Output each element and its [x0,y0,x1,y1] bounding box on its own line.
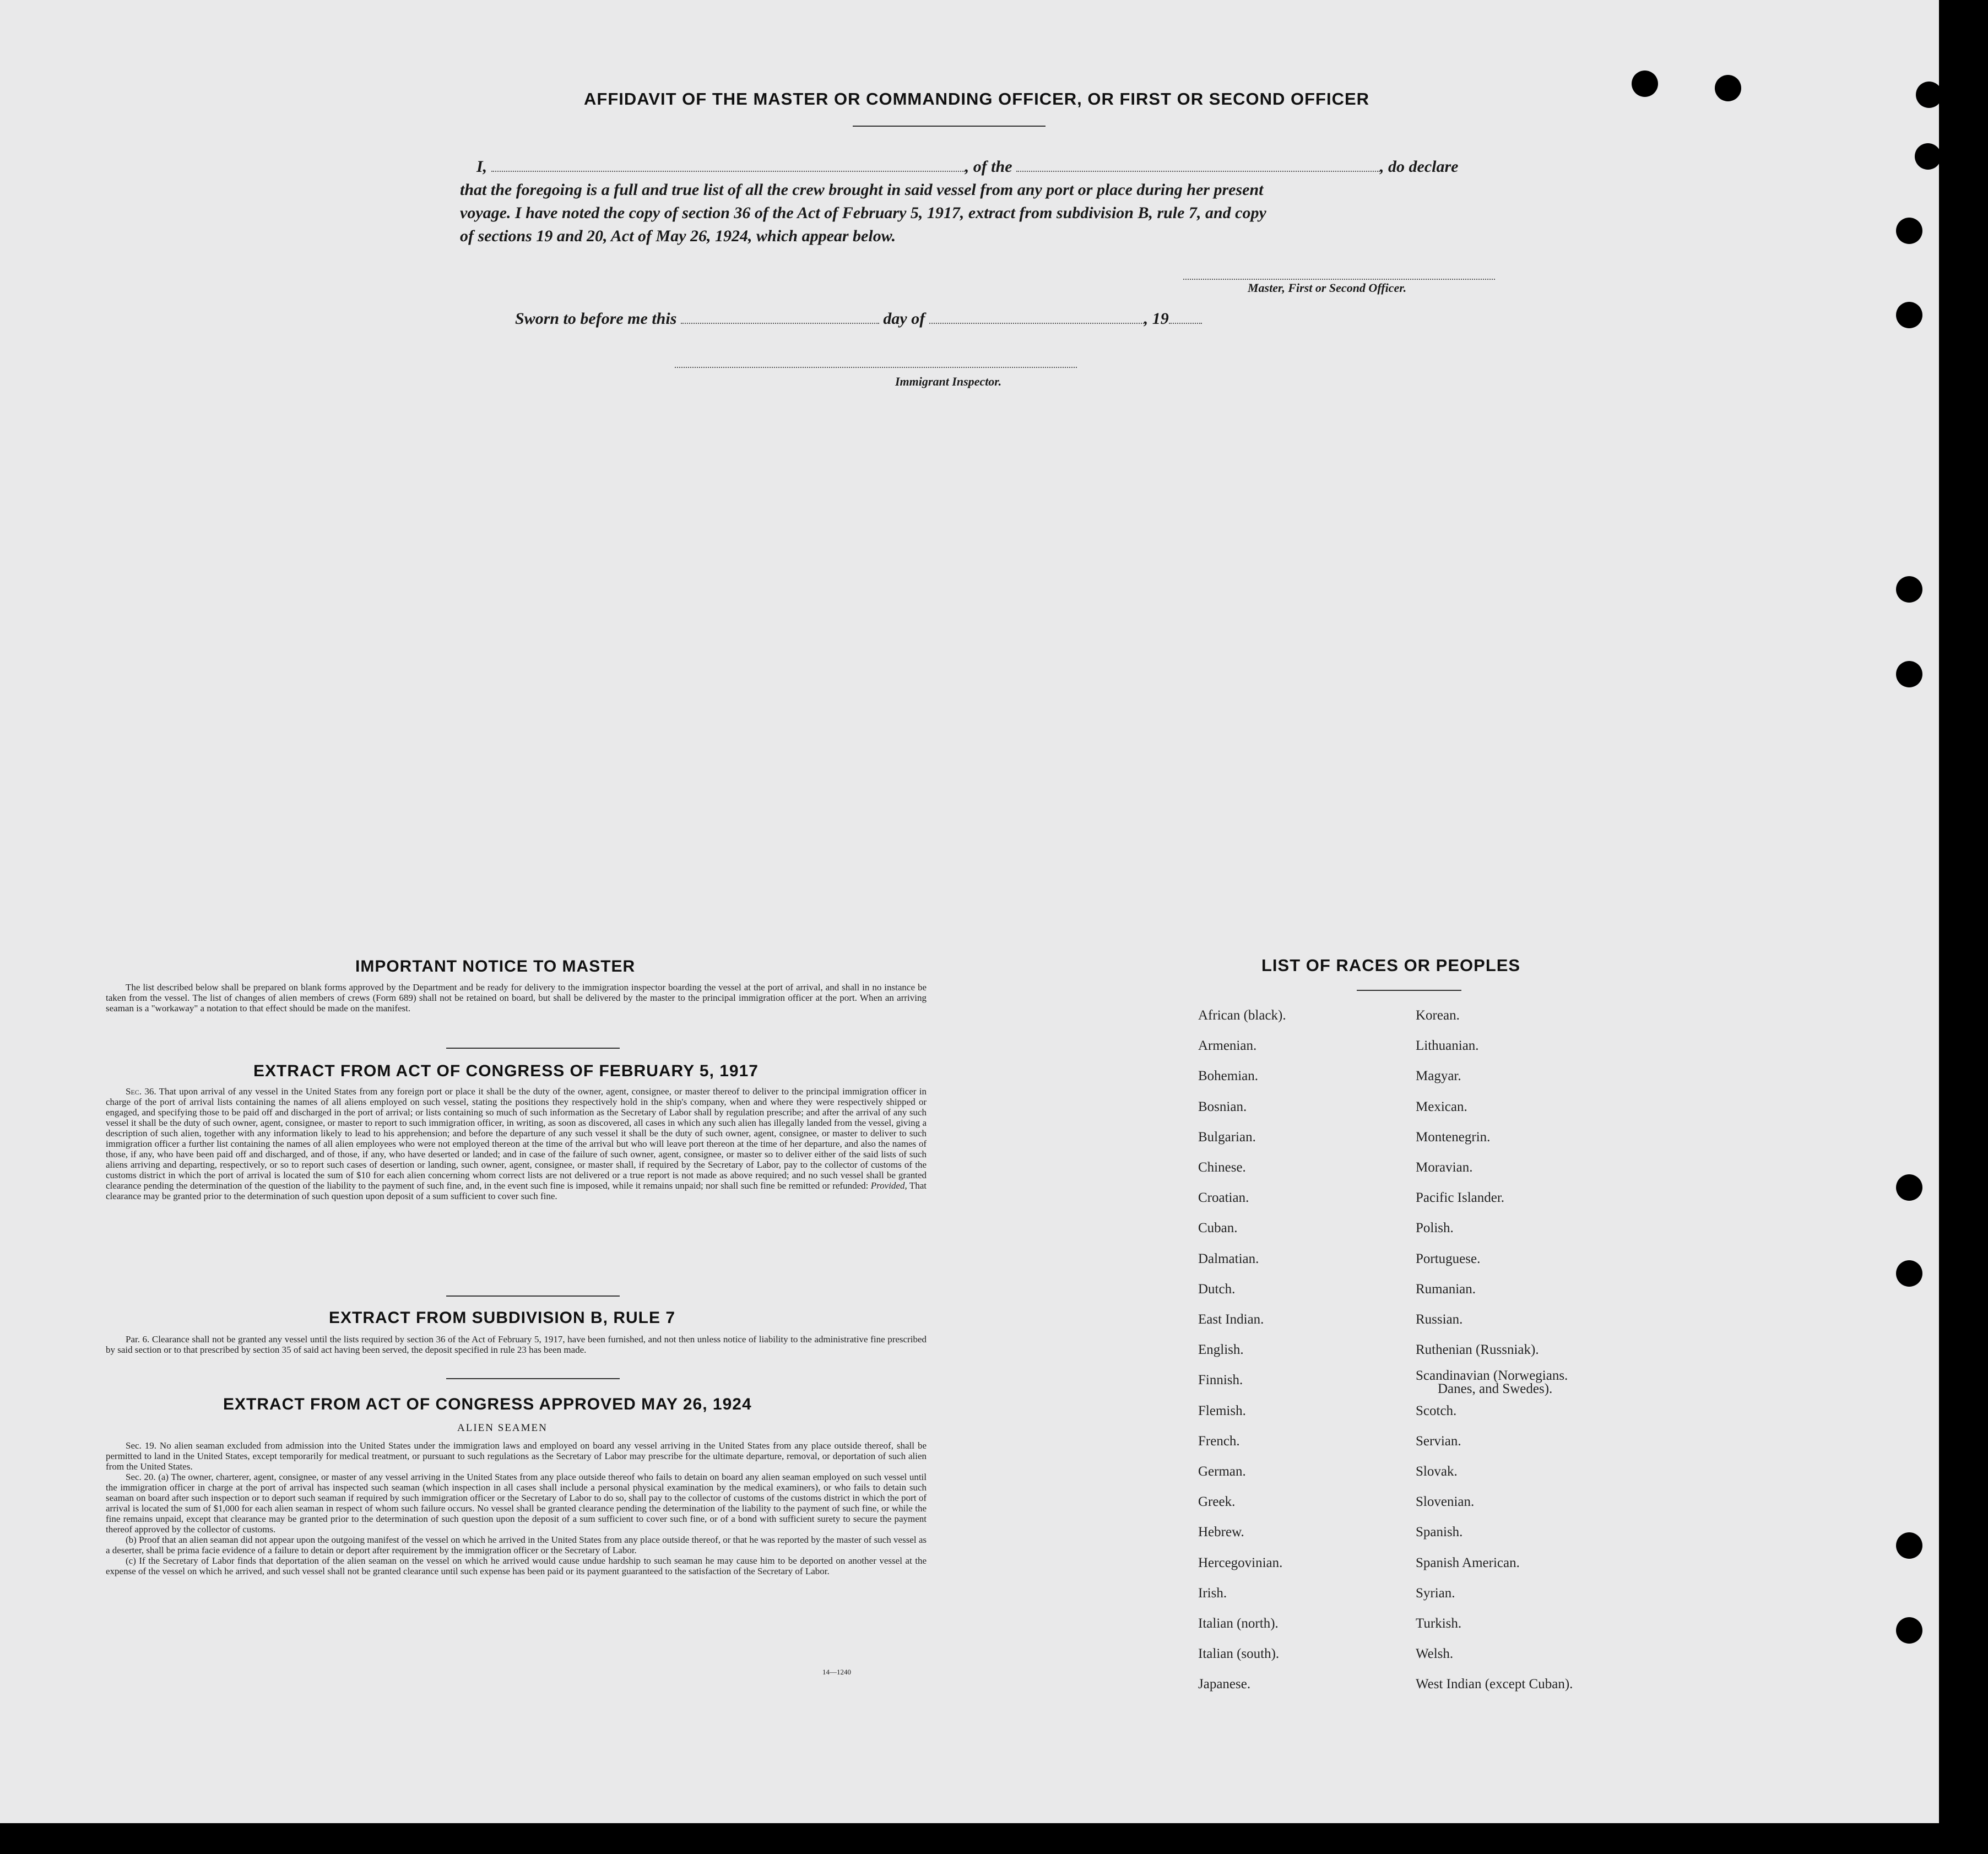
race-item: English. [1198,1342,1244,1357]
form-number: 14—1240 [822,1668,851,1676]
punch-hole [1896,218,1922,244]
affidavit-line-4: of sections 19 and 20, Act of May 26, 1924, which appear below. [460,227,896,245]
notice-title: IMPORTANT NOTICE TO MASTER [355,957,636,975]
sec-20b-text: (b) Proof that an alien seaman did not appear upon the outgoing manifest of the vessel on which he arrived in the United States from any place outside thereof, or that he was reported by the master of such vessel as a deserter, shall be prima facie evidence of a failure to detain or deport after requirement by the immigration officer or the Secretary of Labor. [106,1535,927,1555]
inspector-label: Immigrant Inspector. [895,375,1002,388]
sworn-year-field[interactable] [1169,308,1202,324]
race-item: Croatian. [1198,1190,1249,1205]
day-of-label: day of [883,310,925,328]
punch-hole [1896,1260,1922,1287]
race-item: Irish. [1198,1586,1227,1601]
race-item: Bulgarian. [1198,1130,1256,1145]
affidavit-line-3: voyage. I have noted the copy of section 36 of the Act of February 5, 1917, extract from subdivision B, rule 7, and copy [460,204,1266,222]
punch-hole [1896,576,1922,603]
race-item: Spanish. [1416,1525,1463,1539]
race-item: Rumanian. [1416,1282,1476,1297]
race-item: Dutch. [1198,1282,1236,1297]
race-item: Scandinavian (Norwegians. [1416,1368,1568,1383]
race-item: Flemish. [1198,1403,1246,1418]
master-signature-field[interactable] [1183,264,1495,280]
race-item: German. [1198,1464,1246,1479]
race-item: Turkish. [1416,1616,1462,1631]
race-item: Welsh. [1416,1646,1454,1661]
punch-hole [1632,71,1658,97]
race-item: Servian. [1416,1434,1461,1449]
race-item: Scotch. [1416,1403,1457,1418]
sec-20a-text: Sec. 20. (a) The owner, charterer, agent, consignee, or master of any vessel arriving in the United States from any place outside thereof who fails to detain on board any alien seaman employed on such vessel until the immigration officer in charge at the port of arrival has inspected such seaman (which inspection in all cases shall include a personal physical examination by the medical examiners), or who fails to detain such seaman on board after such inspection or to deport such seaman if required by such immigration officer or the Secretary of Labor to do so, shall pay to the collector of customs of the customs district in which the port of arrival is located the sum of $1,000 for each alien seaman in respect of whom such failure occurs. No vessel shall be granted clearance pending the determination of the liability to the payment of such fine, or while the fine remains unpaid, except that clearance may be granted prior to the determination of such question upon the deposit of a sum sufficient to cover such fine, or of a bond with sufficient surety to secure the payment thereof approved by the collector of customs. [106,1472,927,1535]
punch-hole [1915,143,1941,170]
inspector-signature-field[interactable] [675,353,1077,368]
sec-19-text: Sec. 19. No alien seaman excluded from admission into the United States under the immigration laws and employed on board any vessel arriving in the United States from any place outside thereof, shall be permitted to land in the United States, except temporarily for medical treatment, or pursuant to such regulations as the Secretary of Labor may prescribe for the ultimate departure, removal, or deportation of such alien from the United States. [106,1440,927,1472]
race-item: Ruthenian (Russniak). [1416,1342,1539,1357]
extract-1917-title: EXTRACT FROM ACT OF CONGRESS OF FEBRUARY 5, 1917 [253,1062,759,1080]
sec-36-text-end: That clearance may be granted prior to the determination of such question upon deposit of a sum sufficient to cover such fine. [106,1180,927,1201]
race-item: Cuban. [1198,1221,1238,1235]
affidavit-body [460,155,1534,248]
race-item: Spanish American. [1416,1555,1520,1570]
subdivision-b-text: Par. 6. Clearance shall not be granted any vessel until the lists required by section 36 of the Act of February 5, 1917, have been furnished, and not then unless notice of liability to the administrative fine prescribed by said section or to that prescribed by section 35 of said act having been served, the deposit specified in rule 23 has been made. [106,1334,927,1355]
sec-20c-text: (c) If the Secretary of Labor finds that deportation of the alien seaman on the vessel on which he arrived would cause undue hardship to such seaman he may cause him to be deported on another vessel at the expense of the vessel on which he arrived, and such vessel shall not be granted clearance until such expense has been paid or its payment guaranteed to the satisfaction of the Secretary of Labor. [106,1555,927,1576]
race-item: Pacific Islander. [1416,1190,1505,1205]
race-item: Montenegrin. [1416,1130,1491,1145]
affidavit-line-2: that the foregoing is a full and true list of all the crew brought in said vessel from any port or place during her present [460,181,1264,199]
race-item: Hercegovinian. [1198,1555,1283,1570]
divider [853,126,1046,127]
divider [446,1378,620,1379]
provided-label: Provided, [870,1180,907,1191]
race-item: Moravian. [1416,1160,1473,1175]
subdivision-b-title: EXTRACT FROM SUBDIVISION B, RULE 7 [329,1309,676,1327]
race-item: Slovak. [1416,1464,1458,1479]
do-declare-label: , do declare [1380,158,1459,176]
race-item: Lithuanian. [1416,1038,1479,1053]
punch-hole [1896,302,1922,328]
race-item: Japanese. [1198,1677,1251,1692]
race-item: Russian. [1416,1312,1463,1327]
race-item: French. [1198,1434,1240,1449]
extract-1924-text [106,1440,927,1576]
race-item: Portuguese. [1416,1251,1481,1266]
races-title: LIST OF RACES OR PEOPLES [1261,956,1521,975]
race-item: Syrian. [1416,1586,1455,1601]
affidavit-title: AFFIDAVIT OF THE MASTER OR COMMANDING OFFICER, OR FIRST OR SECOND OFFICER [584,89,1370,109]
punch-hole [1715,75,1741,101]
punch-hole [1896,1532,1922,1559]
year-label: , 19 [1144,310,1169,328]
race-item: Polish. [1416,1221,1454,1235]
master-signature-label: Master, First or Second Officer. [1248,281,1407,295]
sec-36-label: Sec. 36. [126,1086,156,1097]
punch-hole [1896,661,1922,687]
i-label: I, [476,158,487,176]
sworn-label: Sworn to before me this [515,310,677,328]
sworn-line [515,308,1202,328]
race-item: Greek. [1198,1494,1236,1509]
divider [446,1048,620,1049]
race-item: Bosnian. [1198,1099,1247,1114]
divider [446,1295,620,1297]
race-item: Korean. [1416,1008,1460,1023]
sworn-day-field[interactable] [681,308,879,324]
extract-1917-text [106,1086,927,1201]
race-item: Finnish. [1198,1373,1243,1387]
of-the-label: , of the [965,158,1012,176]
extract-1924-title: EXTRACT FROM ACT OF CONGRESS APPROVED MAY 26, 1924 [223,1395,752,1413]
alien-seamen-subtitle: ALIEN SEAMEN [457,1422,548,1434]
punch-hole [1896,1617,1922,1644]
race-item: Chinese. [1198,1160,1246,1175]
race-item: Dalmatian. [1198,1251,1259,1266]
race-item: East Indian. [1198,1312,1264,1327]
race-item: Magyar. [1416,1069,1461,1083]
race-item-continuation: Danes, and Swedes). [1438,1381,1553,1396]
race-item: Italian (north). [1198,1616,1279,1631]
race-item: Mexican. [1416,1099,1467,1114]
race-item: Armenian. [1198,1038,1257,1053]
sworn-month-field[interactable] [929,308,1144,324]
master-name-field[interactable] [491,156,965,172]
vessel-name-field[interactable] [1016,156,1380,172]
race-item: Hebrew. [1198,1525,1244,1539]
race-item: West Indian (except Cuban). [1416,1677,1573,1692]
punch-hole [1916,82,1942,108]
punch-hole [1896,1174,1922,1201]
race-item: Italian (south). [1198,1646,1280,1661]
sec-36-text: That upon arrival of any vessel in the United States from any foreign port or place it shall be the duty of the owner, agent, consignee, or master thereof to deliver to the principal immigration officer in charge of the port of arrival lists containing the names of all aliens employed on such vessel, stating the positions they respectively hold in the ship's company, when and where they were respectively shipped or engaged, and specifying those to be paid off and discharged in the port of arrival; or lists containing so much of such information as the Secretary of Labor shall by regulation prescribe; and after the arrival of any such vessel it shall be the duty of such owner, agent, consignee, or master to report to such immigration officer, in writing, as soon as discovered, all cases in which any such alien has illegally landed from the vessel, giving a description of such alien, together with any information likely to lead to his apprehension; and before the departure of any such vessel it shall be the duty of such owner, agent, consignee, or master to deliver to such immigration officer a further list containing the names of all alien employees who were not employed thereon at the time of the arrival but who will leave port thereon at the time of her departure, and also the names of those, if any, who have been paid off and discharged, and of those, if any, who have deserted or landed; and in case of the failure of such owner, agent, consignee, or master so to deliver either of the said lists of such aliens arriving and departing, respectively, or so to report such cases of desertion or landing, such owner, agent, consignee, or master shall, if required by the Secretary of Labor, pay to the collector of customs of the customs district in which the port of arrival is located the sum of $10 for each alien concerning whom correct lists are not delivered or a true report is not made as above required; and no such vessel shall be granted clearance pending the determination of the question of the liability to the payment of such fine, and, in the event such fine is imposed, while it remains unpaid; nor shall such fine be remitted or refunded: [106,1086,927,1191]
race-item: Slovenian. [1416,1494,1475,1509]
race-item: African (black). [1198,1008,1286,1023]
divider [1357,990,1461,991]
notice-text: The list described below shall be prepared on blank forms approved by the Department and be ready for delivery to the immigration inspector boarding the vessel at the port of arrival, and shall in no instance be taken from the vessel. The list of changes of alien members of crews (Form 689) shall not be retained on board, but shall be delivered by the master to the principal immigration officer at the port. When an arriving seaman is a "workaway" a notation to that effect should be made on the manifest. [106,982,927,1013]
race-item: Bohemian. [1198,1069,1259,1083]
